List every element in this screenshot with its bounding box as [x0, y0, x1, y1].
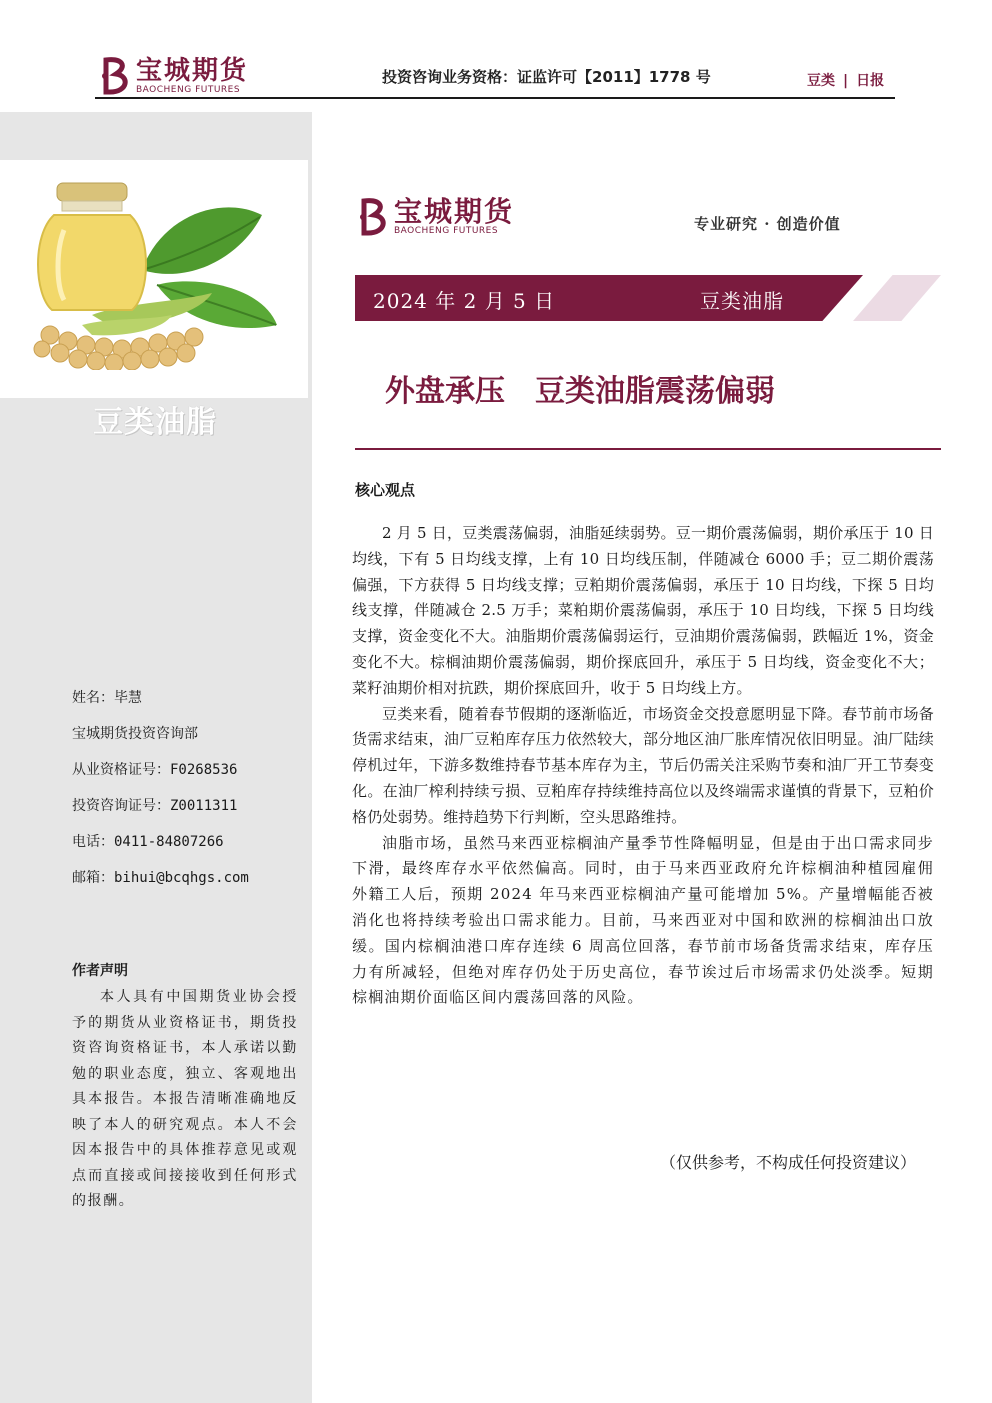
disclaimer-title: 作者声明 [72, 963, 128, 979]
header-logo [98, 56, 248, 96]
body-paragraph: 油脂市场，虽然马来西亚棕榈油产量季节性降幅明显，但是由于出口需求同步下滑，最终库存水平依然偏高。同时，由于马来西亚政府允许棕榈油种植园雇佣外籍工人后，预期 2024 年马来西亚棕榈油产量可能增加 5%。产量增幅能否被消化也将持续考验出口需求能力。目前，马来西亚对中国和欧洲的棕榈油出口放缓。国内棕榈油港口库存连续 6 周高位回落，春节前市场备货需求结束，库存压力有所减轻，但绝对库存仍处于历史高位，春节诶过后市场需求仍处淡季。短期棕榈油期价面临区间内震荡回落的风险。 [352, 833, 934, 1007]
author-info [72, 688, 312, 904]
logo-name-cn: 宝城期货 [394, 194, 515, 228]
report-headline: 外盘承压 豆类油脂震荡偏弱 [385, 374, 775, 409]
investment-disclaimer-note: （仅供参考，不构成任何投资建议） [660, 1153, 917, 1172]
author-name: 姓名：毕慧 [72, 690, 142, 706]
tag-separator: | [843, 73, 849, 89]
body-paragraph: 2 月 5 日，豆类震荡偏弱，油脂延续弱势。豆一期价震荡偏弱，期价承压于 10 日均线，下有 5 日均线支撑，上有 10 日均线压制，伴随减仓 6000 手；豆二期价震荡偏强，下方获得 5 日均线支撑；豆粕期价震荡偏弱，承压于 10 日均线，下探 5 日均线支撑，伴随减仓 2.5 万手；菜粕期价震荡偏弱，承压于 10 日均线，下探 5 日均线支撑，资金变化不大。油脂期价震荡偏弱运行，豆油期价震荡偏弱，跌幅近 1%，资金变化不大。棕榈油期价震荡偏弱，期价探底回升，承压于 5 日均线，资金变化不大；菜籽油期价相对抗跌，期价探底回升，收于 5 日均线上方。 [352, 524, 934, 697]
page-header [0, 0, 992, 104]
report-body [352, 521, 934, 1011]
report-tags [807, 70, 884, 90]
tag-report-type: 日报 [856, 73, 885, 89]
main-logo [356, 194, 515, 237]
tag-category: 豆类 [807, 73, 835, 89]
report-category: 豆类油脂 [700, 289, 784, 313]
baocheng-logo-icon [356, 197, 390, 237]
date-banner [355, 275, 941, 321]
baocheng-logo-icon [98, 56, 132, 96]
disclaimer-body: 本人具有中国期货业协会授予的期货从业资格证书，期货投资咨询资格证书，本人承诺以勤勉的职业态度，独立、客观地出具本报告。本报告清晰准确地反映了本人的研究观点。本人不会因本报告中的具体推荐意见或观点而直接或间接接收到任何形式的报酬。 [72, 989, 298, 1209]
logo-name-cn: 宝城期货 [136, 55, 249, 86]
soybean-oil-jar-image [22, 175, 282, 370]
report-date: 2024 年 2 月 5 日 [373, 289, 556, 313]
slogan: 专业研究 · 创造价值 [694, 215, 841, 233]
author-advisory-number: 投资咨询证号：Z0011311 [72, 798, 238, 814]
section-title-core-view: 核心观点 [355, 481, 416, 499]
author-phone: 电话：0411-84807266 [72, 834, 224, 850]
headline-divider [355, 448, 941, 450]
author-department: 宝城期货投资咨询部 [72, 726, 198, 742]
author-email: 邮箱：bihui@bcqhgs.com [72, 870, 249, 886]
logo-name-en: BAOCHENG FUTURES [394, 225, 499, 236]
body-paragraph: 豆类来看，随着春节假期的逐渐临近，市场资金交投意愿明显下降。春节前市场备货需求结束，油厂豆粕库存压力依然较大，部分地区油厂胀库情况依旧明显。油厂陆续停机过年，下游多数维持春节基本库存为主，节后仍需关注采购节奏和油厂开工节奏变化。在油厂榨利持续亏损、豆粕库存持续维持高位以及终端需求谨慎的背景下，豆粕价格仍处弱势。维持趋势下行判断，空头思路维持。 [352, 704, 934, 826]
logo-name-en: BAOCHENG FUTURES [136, 84, 241, 95]
author-qualification-number: 从业资格证号：F0268536 [72, 762, 238, 778]
header-divider [95, 97, 895, 99]
sidebar-category-title: 豆类油脂 [93, 405, 217, 440]
license-text: 投资咨询业务资格：证监许可【2011】1778 号 [382, 68, 711, 86]
banner-accent-stripe [853, 275, 941, 321]
